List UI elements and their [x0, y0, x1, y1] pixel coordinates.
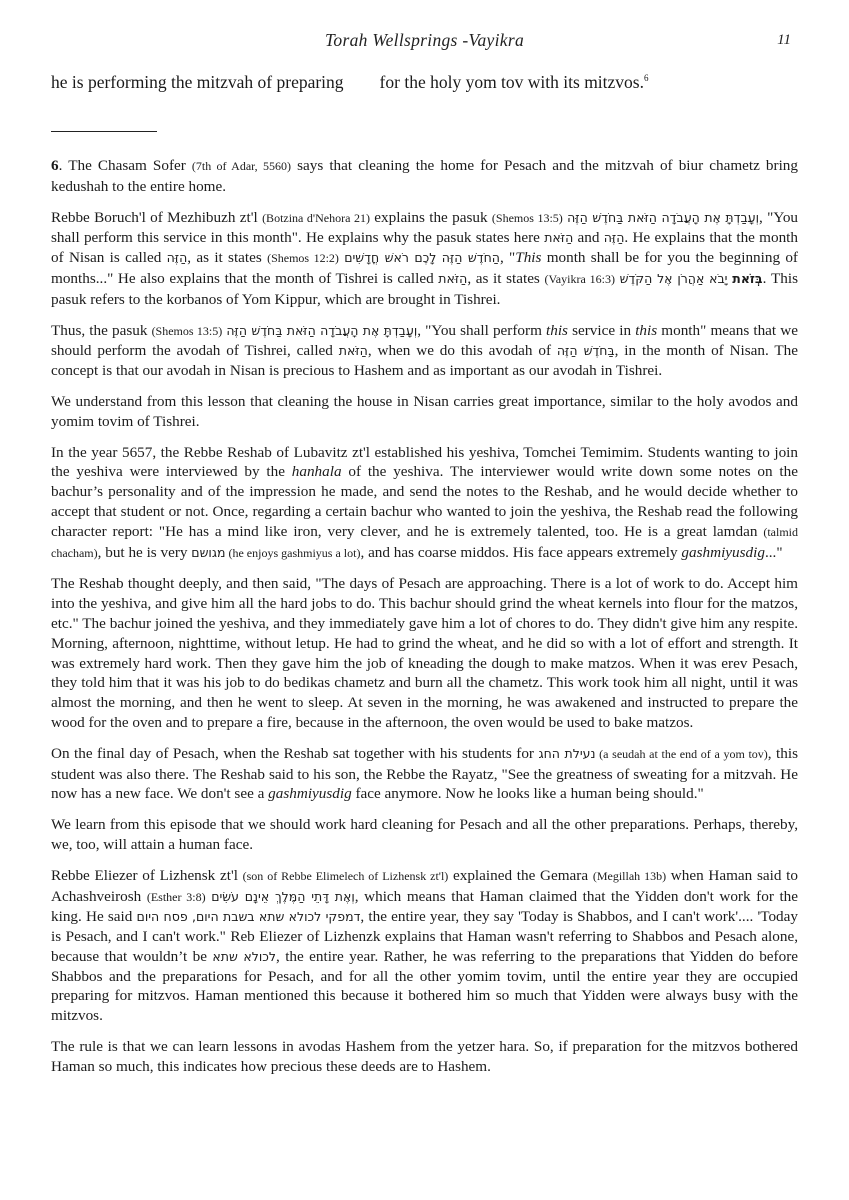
- text: month shall be for you the beginning of months..." He also explains that the month of Tishrei is called: [51, 249, 798, 287]
- source-ref: (Vayikra 16:3): [544, 271, 615, 286]
- footnote-paragraph-3: [51, 321, 798, 381]
- source-ref: (Megillah 13b): [592, 868, 667, 883]
- text: The rule is that we can learn lessons in avodas Hashem from the yetzer hara. So, if preparation for the mitzvos bothered Haman so much, this indicates how precious these deeds are to Hashem.: [51, 1038, 798, 1075]
- hebrew-word: לכולא שתא: [212, 948, 276, 964]
- main-text-after: for the holy yom tov with its mitzvos.: [379, 72, 644, 92]
- text: ...": [764, 543, 783, 561]
- footnote-paragraph-10: [51, 1037, 798, 1077]
- hebrew-quote: [620, 271, 763, 286]
- text: service in: [567, 321, 636, 339]
- text: says that cleaning the home for Pesach and the mitzvah of biur chametz bring kedushah to the entire home.: [51, 157, 798, 195]
- hebrew-quote: דמפקי לכולא שתא בשבת היום, פסח היום: [136, 909, 361, 925]
- text: , as it states: [467, 269, 545, 287]
- hebrew-quote: הַחֹדֶשׁ הַזֶּה לָכֶם רֹאשׁ חֳדָשִׁים: [344, 250, 500, 266]
- text: face anymore. Now he looks like a human being should.": [351, 785, 704, 803]
- hebrew-quote: וְאֶת דָּתֵי הַמֶּלֶךְ אֵינָם עֹשִׂים: [211, 888, 355, 904]
- footnote-paragraph-6: [51, 574, 798, 732]
- text: , "You shall perform: [417, 321, 547, 339]
- running-header: [0, 30, 849, 54]
- italic-text: gashmiyusdig: [268, 785, 352, 803]
- book-title: Torah Wellsprings -Vayikra: [324, 30, 525, 50]
- source-ref: (talmid chacham): [51, 524, 798, 560]
- main-text-before: he is performing the mitzvah of preparing: [51, 72, 344, 92]
- text: of the yeshiva. The interviewer would write down some notes on the bachur’s personality and of the impression he made, and send the notes to the Reshab, and he would decide whether to accept that student or not. Once, regarding a certain bachur who wanted to join the yeshiva, the Reshab read the following character report: "He has a mind like iron, very clever, and he is extremely talented, too. He is a great lamdan: [51, 463, 798, 540]
- hebrew-word: הַזֶּה: [603, 230, 625, 246]
- italic-text: gashmiyusdig: [681, 543, 765, 561]
- source-ref: (he enjoys gashmiyus a lot): [225, 545, 361, 560]
- text: . This pasuk refers to the korbanos of Yom Kippur, which are brought in Tishrei.: [51, 269, 798, 308]
- footnote-paragraph-2: [51, 208, 798, 310]
- footnote-paragraph-9: [51, 866, 798, 1026]
- footnote-paragraph-8: [51, 815, 798, 855]
- source-ref: (7th of Adar, 5560): [191, 159, 291, 173]
- hebrew-quote: וְעָבַדְתָּ אֶת הָעֲבֹדָה הַזֹּאת בַּחֹדֶשׁ הַזֶּה: [226, 322, 418, 338]
- text: In the year 5657, the Rebbe Reshab of Lubavitz zt'l established his yeshiva, Tomchei Temimim. Students wanting to join the yeshiva were interviewed by the: [51, 443, 798, 481]
- text: , in the month of Nisan. The concept is that our avodah in Nisan is precious to Hashem and as important as our avodah in Tishrei.: [51, 342, 798, 380]
- text: . He explains that the month of Nisan is called: [51, 229, 798, 267]
- text: , when we do this avodah of: [367, 342, 557, 360]
- hebrew-word: נעילת החג: [538, 745, 596, 761]
- hebrew-word: בַּחֹדֶשׁ הַזֶּה: [556, 343, 615, 359]
- text: The Reshab thought deeply, and then said, "The days of Pesach are approaching. There is a lot of work to do. Accept him into the yeshiva, and give him all the hard jobs to do. This bachur should grind the wheat kernels into flour for the matzos, etc." The bachur joined the yeshiva, and they immediately gave him a lot of chores to do. They didn't give him any respite. Morning, afternoon, nighttime, without letup. He had to grind the wheat, and he did so with a lot of effort and strength. It was extremely hard work. Then they gave him the job of kneading the dough to make matzos. When it was erev Pesach, they told him that it was his job to do bedikas chametz and burn all the chametz. This work took him all night, until it was almost the morning, and then he went to sleep. At seven in the morning, he was awakened and instructed to prepare the wood for the oven and to prepare a fire, because in the afternoon, the oven would be used to bake matzos.: [51, 575, 798, 731]
- footnote-number: 6: [51, 157, 59, 174]
- hebrew-quote: וְעָבַדְתָּ אֶת הָעֲבֹדָה הַזֹּאת בַּחֹדֶשׁ הַזֶּה: [567, 209, 760, 225]
- text: Rebbe Eliezer of Lizhensk zt'l: [51, 866, 243, 884]
- text: explained the Gemara: [448, 866, 593, 884]
- hebrew-word: מגושם: [191, 544, 226, 560]
- main-text-line: [51, 72, 811, 93]
- hebrew-word: הַזֹּאת: [438, 270, 468, 286]
- text: , "You shall perform this service in this month". He explains why the pasuk states here: [51, 208, 799, 247]
- footnote-paragraph-7: [51, 744, 798, 804]
- text: explains the pasuk: [369, 208, 492, 226]
- text: We learn from this episode that we should work hard cleaning for Pesach and all the other preparations. Perhaps, thereby, we, too, will attain a human face.: [51, 816, 798, 853]
- hebrew-word: הַזֹּאת: [338, 343, 368, 359]
- text: , the entire year. Rather, he was referring to the preparations that Yidden do before Shabbos and the preparations for Pesach, and for all the other yomim tovim, until the entire year they are occupied preparing for mitzvos. Haman mentioned this because it bothered him so much that Yidden were always busy with the mitzvos.: [51, 947, 798, 1025]
- footnote-paragraph-5: [51, 443, 798, 564]
- page-number: 11: [777, 32, 791, 48]
- source-ref: (Shemos 13:5): [151, 323, 223, 338]
- hebrew-text: יָבֹא אַהֲרֹן אֶל הַקֹּדֶשׁ: [619, 270, 733, 286]
- text: , ": [499, 249, 516, 267]
- text: month" means that we should perform the avodah of Tishrei, called: [51, 321, 798, 360]
- text: , and has coarse middos. His face appears extremely: [360, 543, 682, 561]
- source-ref: (a seudah at the end of a yom tov): [595, 746, 768, 761]
- italic-text: This: [515, 249, 542, 267]
- hebrew-word: הַזֹּאת: [544, 230, 574, 246]
- footnotes-section: [51, 156, 798, 1088]
- footnote-reference: 6: [643, 73, 649, 84]
- italic-text: hanhala: [291, 463, 342, 481]
- text: Thus, the pasuk: [51, 321, 152, 339]
- text: , but he is very: [97, 543, 192, 561]
- hebrew-word: הַזֶּה: [166, 250, 188, 266]
- text: , as it states: [187, 249, 268, 267]
- source-ref: (Shemos 12:2): [267, 251, 339, 266]
- text: . The Chasam Sofer: [58, 157, 192, 174]
- hebrew-bold-word: בְּזֹאת: [732, 270, 763, 286]
- text: , this student was also there. The Reshab said to his son, the Rebbe the Rayatz, "See the greatness of sweating for a mitzvah. He now has a new face. We don't see a: [51, 744, 798, 803]
- footnote-paragraph-1: [51, 156, 798, 197]
- text: when Haman said to Achashveirosh: [51, 866, 798, 905]
- italic-text: this: [635, 321, 658, 339]
- footnote-separator: [51, 131, 157, 132]
- source-ref: (Botzina d'Nehora 21): [262, 210, 370, 225]
- footnote-paragraph-4: [51, 392, 798, 432]
- text: , the entire year, they say 'Today is Shabbos, and I can't work'.... 'Today is Pesach, and I can't work." Reb Eliezer of Lizhenzk explains that Haman wasn't referring to Shabbos and Pesach alone, because that wouldn’t be: [51, 908, 798, 965]
- text: On the final day of Pesach, when the Reshab sat together with his students for: [51, 744, 539, 762]
- text: , which means that Haman claimed that the Yidden don't work for the king. He said: [51, 887, 799, 926]
- text: We understand from this lesson that cleaning the house in Nisan carries great importance, similar to the holy avodos and yomim tovim of Tishrei.: [51, 392, 798, 430]
- text: Rebbe Boruch'l of Mezhibuzh zt'l: [51, 208, 263, 226]
- italic-text: this: [546, 321, 568, 339]
- source-ref: (Esther 3:8): [146, 889, 206, 904]
- source-ref: (Shemos 13:5): [491, 210, 563, 225]
- source-ref: (son of Rebbe Elimelech of Lizhensk zt'l): [242, 868, 449, 883]
- text: and: [573, 229, 604, 247]
